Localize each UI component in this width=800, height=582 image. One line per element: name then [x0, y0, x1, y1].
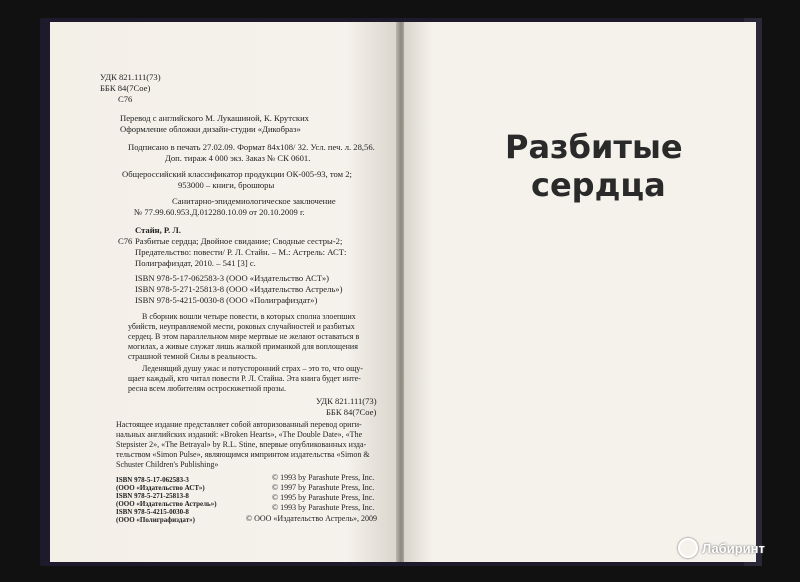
print-info-2: Доп. тираж 4 000 экз. Заказ № СК 0601.: [165, 153, 311, 163]
left-page: [50, 22, 398, 562]
labirint-watermark: [678, 538, 765, 558]
annotation-line-3: сердец. В этом параллельном мире мертвые не желают оставаться в: [128, 332, 360, 341]
notice-line-5: Schuster Children's Publishing»: [116, 460, 219, 469]
biblio-code: С76: [118, 236, 133, 246]
bbk-code-2: ББК 84(7Сое): [326, 407, 377, 417]
notice-line-3: Stepsister 2», «The Betrayal» by R.L. Stine, впервые опубликованных изда-: [116, 440, 367, 449]
classifier-2: 953000 – книги, брошюры: [178, 180, 275, 190]
copyright-1: © 1993 by Parashute Press, Inc.: [272, 473, 375, 482]
copyright-3: © 1995 by Parashute Press, Inc.: [272, 493, 375, 502]
author-heading: Стайн, Р. Л.: [135, 225, 181, 235]
udk-code-2: УДК 821.111(73): [316, 396, 377, 406]
biblio-line-3: Полиграфиздат, 2010. – 541 [3] с.: [135, 258, 256, 268]
isbn-2: ISBN 978-5-271-25813-8 (ООО «Издательство Астрель»): [135, 284, 343, 294]
notice-line-2: нальных английских изданий: «Broken Hearts», «The Double Date», «The: [116, 430, 363, 439]
udk-code: УДК 821.111(73): [100, 72, 161, 82]
annotation-line-2: убийств, неуправляемой мести, роковых случайностей и разбитых: [128, 322, 355, 331]
notice-line-1: Настоящее издание представляет собой авторизованный перевод ориги-: [116, 420, 362, 429]
annotation-line-1: В сборник вошли четыре повести, в которых сполна злоепших: [142, 312, 356, 321]
copyright-publisher: © ООО «Издательство Астрель», 2009: [246, 514, 377, 523]
annotation-line-6: Леденящий душу ужас и потусторонний страх – это то, что ощу-: [142, 364, 363, 373]
annotation-line-8: ресна всем любителям остросюжетной прозы.: [128, 384, 286, 393]
classifier-1: Общероссийский классификатор продукции ОК-005-93, том 2;: [122, 169, 352, 179]
footer-isbn-2: ISBN 978-5-271-25813-8: [116, 492, 189, 500]
biblio-line-2: Предательство: повести/ Р. Л. Стайн. – М.: Астрель: АСТ:: [135, 247, 347, 257]
translation-credit: Перевод с английского М. Лукашиной, К. Крутских: [120, 113, 309, 123]
copyright-4: © 1993 by Parashute Press, Inc.: [272, 503, 375, 512]
book-title-line-2: сердца: [531, 166, 666, 204]
watermark-text: Лабиринт: [702, 540, 765, 556]
cover-design-credit: Оформление обложки дизайн-студии «Дикобраз»: [120, 124, 301, 134]
biblio-line-1: Разбитые сердца; Двойное свидание; Сводные сестры-2;: [135, 236, 343, 246]
footer-isbn-3: ISBN 978-5-4215-0030-8: [116, 508, 189, 516]
isbn-3: ISBN 978-5-4215-0030-8 (ООО «Полиграфиздат»): [135, 295, 318, 305]
footer-isbn-1b: (ООО «Издательство АСТ»): [116, 484, 205, 492]
sanitary-2: № 77.99.60.953.Д.012280.10.09 от 20.10.2009 г.: [134, 207, 305, 217]
right-page: [404, 22, 756, 562]
annotation-line-7: щает каждый, кто читал повести Р. Л. Стайна. Эта книга будет инте-: [128, 374, 361, 383]
annotation-line-5: страшной темной Силы в реальность.: [128, 352, 257, 361]
notice-line-4: тельством «Simon Pulse», являющимся импринтом издательства «Simon &: [116, 450, 370, 459]
isbn-1: ISBN 978-5-17-062583-3 (ООО «Издательство АСТ»): [135, 273, 330, 283]
labirint-logo-icon: [678, 538, 698, 558]
catalog-code: С76: [118, 94, 133, 104]
footer-isbn-1: ISBN 978-5-17-062583-3: [116, 476, 189, 484]
sanitary-1: Санитарно-эпидемиологическое заключение: [172, 196, 336, 206]
print-info-1: Подписано в печать 27.02.09. Формат 84х108/ 32. Усл. печ. л. 28,56.: [128, 142, 375, 152]
book-title-line-1: Разбитые: [505, 128, 683, 166]
footer-isbn-2b: (ООО «Издательство Астрель»): [116, 500, 217, 508]
bbk-code: ББК 84(7Сое): [100, 83, 151, 93]
footer-isbn-3b: (ООО «Полиграфиздат»): [116, 516, 195, 524]
annotation-line-4: могилах, а живые служат лишь жалкой приманкой для воплощения: [128, 342, 358, 351]
copyright-2: © 1997 by Parashute Press, Inc.: [272, 483, 375, 492]
